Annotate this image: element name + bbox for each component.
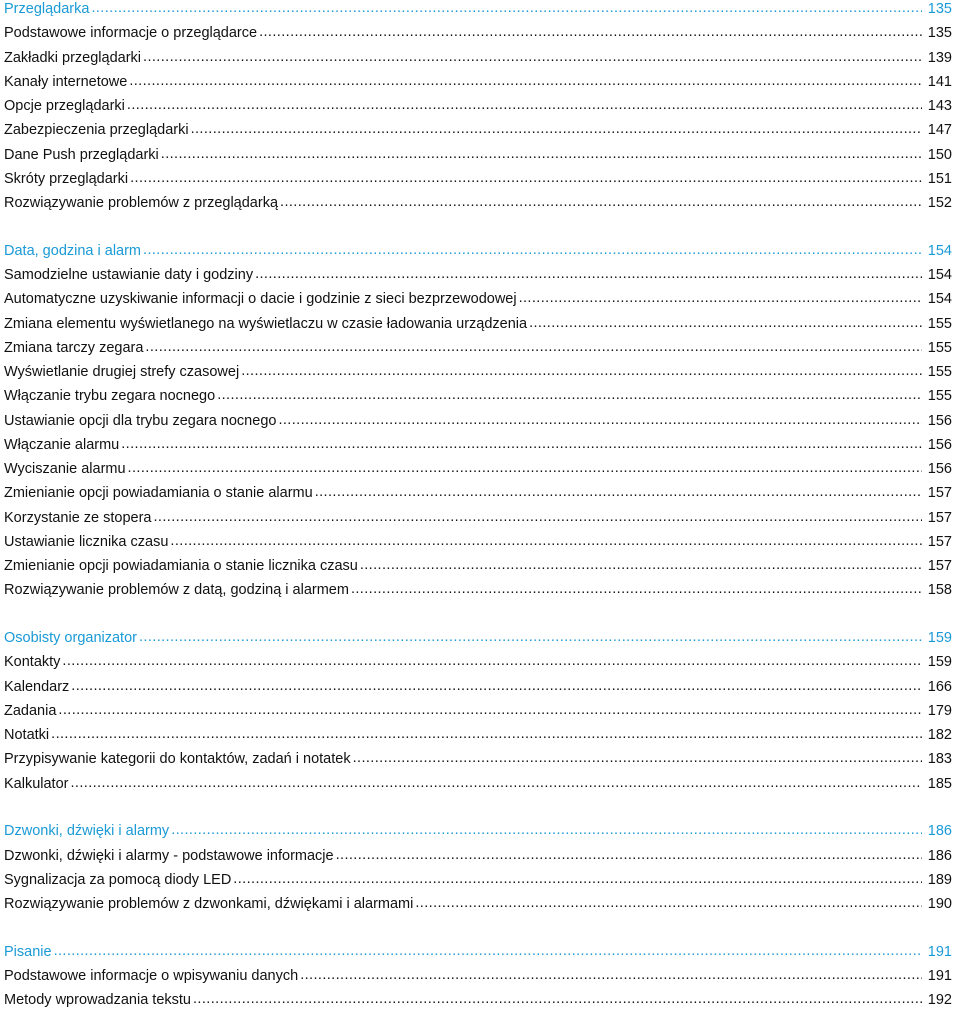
toc-entry-title: Podstawowe informacje o wpisywaniu danych [4, 968, 299, 984]
dot-leader [259, 23, 922, 41]
toc-entry-title: Metody wprowadzania tekstu [4, 992, 191, 1009]
toc-entry-title: Osobisty organizator [4, 630, 137, 646]
toc-entry[interactable] [4, 383, 952, 405]
toc-entry-title: Kalendarz [4, 678, 70, 695]
toc-entry-title: Zmienianie opcji powiadamiania o stanie licznika czasu [4, 558, 358, 574]
toc-entry-title: Dane Push przeglądarki [4, 146, 159, 163]
dot-leader [360, 556, 922, 574]
dot-leader [143, 48, 922, 66]
dot-leader [233, 870, 922, 888]
dot-leader [519, 289, 922, 307]
dot-leader [278, 411, 922, 429]
toc-page-number: 156 [927, 412, 952, 429]
toc-entry[interactable] [4, 963, 952, 985]
toc-page-number: 182 [927, 727, 952, 743]
toc-entry-title: Przeglądarka [4, 1, 90, 17]
toc-page-number: 154 [927, 291, 952, 308]
toc-page-number: 191 [927, 943, 952, 960]
toc-entry-title: Zmiana elementu wyświetlanego na wyświetlaczu w czasie ładowania urządzenia [4, 315, 528, 332]
toc-entry[interactable] [4, 746, 952, 768]
toc-entry-title: Zabezpieczenia przeglądarki [4, 122, 189, 139]
toc-page-number: 155 [927, 339, 952, 356]
dot-leader [127, 96, 922, 114]
toc-entry-title: Opcje przeglądarki [4, 98, 125, 114]
toc-entry[interactable] [4, 529, 952, 551]
toc-entry[interactable] [4, 674, 952, 696]
toc-entry-title: Wyciszanie alarmu [4, 461, 126, 477]
toc-page-number: 156 [927, 436, 952, 453]
toc-entry-title: Rozwiązywanie problemów z przeglądarką [4, 195, 279, 211]
toc-section-entry[interactable] [4, 818, 952, 840]
toc-entry[interactable] [4, 891, 952, 913]
toc-page-number: 159 [927, 630, 952, 646]
toc-entry[interactable] [4, 166, 952, 188]
toc-entry[interactable] [4, 262, 952, 284]
dot-leader [351, 580, 922, 598]
dot-leader [353, 749, 922, 767]
toc-entry-title: Kontakty [4, 654, 61, 671]
dot-leader [154, 508, 923, 526]
dot-leader [145, 338, 922, 356]
toc-page-number: 141 [927, 73, 952, 90]
toc-section-entry[interactable] [4, 0, 952, 18]
toc-entry-title: Dzwonki, dźwięki i alarmy [4, 823, 170, 840]
toc-section-entry[interactable] [4, 939, 952, 961]
toc-page-number: 159 [927, 654, 952, 671]
toc-entry[interactable] [4, 480, 952, 502]
toc-page-number: 179 [927, 702, 952, 719]
toc-entry-title: Zakładki przeglądarki [4, 49, 142, 66]
toc-entry[interactable] [4, 432, 952, 454]
toc-entry[interactable] [4, 359, 952, 381]
toc-entry-title: Samodzielne ustawianie daty i godziny [4, 267, 254, 283]
toc-page-number: 183 [927, 751, 952, 768]
dot-leader [91, 0, 922, 17]
toc-entry[interactable] [4, 45, 952, 67]
toc-entry[interactable] [4, 505, 952, 527]
dot-leader [121, 435, 922, 453]
dot-leader [193, 990, 922, 1008]
toc-entry[interactable] [4, 843, 952, 865]
toc-entry-title: Włączanie trybu zegara nocnego [4, 388, 216, 405]
dot-leader [54, 942, 922, 960]
dot-leader [143, 241, 922, 259]
dot-leader [170, 532, 922, 550]
toc-page-number: 166 [927, 678, 952, 695]
toc-entry-title: Wyświetlanie drugiej strefy czasowej [4, 364, 240, 380]
toc-entry[interactable] [4, 142, 952, 164]
dot-leader [529, 314, 922, 332]
toc-entry[interactable] [4, 771, 952, 793]
toc-entry[interactable] [4, 117, 952, 139]
toc-entry[interactable] [4, 93, 952, 115]
toc-entry[interactable] [4, 722, 952, 744]
toc-entry-title: Korzystanie ze stopera [4, 509, 152, 526]
toc-page-number: 155 [927, 364, 952, 380]
toc-entry-title: Automatyczne uzyskiwanie informacji o dacie i godzinie z sieci bezprzewodowej [4, 291, 517, 308]
toc-entry[interactable] [4, 69, 952, 91]
dot-leader [280, 193, 922, 211]
toc-entry-title: Notatki [4, 727, 50, 743]
dot-leader [241, 362, 922, 380]
toc-page-number: 150 [927, 146, 952, 163]
dot-leader [70, 774, 922, 792]
toc-entry[interactable] [4, 867, 952, 889]
dot-leader [130, 169, 922, 187]
toc-entry[interactable] [4, 577, 952, 599]
toc-entry[interactable] [4, 649, 952, 671]
toc-entry-title: Podstawowe informacje o przeglądarce [4, 25, 258, 42]
dot-leader [255, 265, 922, 283]
toc-entry-title: Kalkulator [4, 775, 69, 792]
toc-page-number: 154 [927, 242, 952, 259]
dot-leader [128, 459, 922, 477]
toc-section-entry[interactable] [4, 238, 952, 260]
toc-page-number: 135 [927, 25, 952, 42]
toc-page-number: 147 [927, 122, 952, 139]
toc-entry-title: Zmiana tarczy zegara [4, 339, 144, 356]
toc-entry[interactable] [4, 311, 952, 333]
toc-entry-title: Włączanie alarmu [4, 436, 120, 453]
dot-leader [300, 966, 922, 984]
toc-entry-title: Sygnalizacja za pomocą diody LED [4, 871, 232, 888]
dot-leader [161, 145, 922, 163]
toc-page-number: 135 [927, 1, 952, 17]
toc-entry-title: Ustawianie licznika czasu [4, 533, 169, 550]
toc-page-number: 155 [927, 388, 952, 405]
dot-leader [71, 677, 922, 695]
toc-page-number: 158 [927, 582, 952, 599]
toc-page-number: 157 [927, 485, 952, 502]
toc-entry-title: Dzwonki, dźwięki i alarmy - podstawowe informacje [4, 847, 334, 864]
toc-page-number: 157 [927, 509, 952, 526]
dot-leader [58, 701, 922, 719]
dot-leader [139, 628, 922, 646]
dot-leader [62, 652, 922, 670]
toc-page-number: 157 [927, 558, 952, 574]
dot-leader [315, 483, 922, 501]
toc-entry[interactable] [4, 408, 952, 430]
toc-page-number: 186 [927, 847, 952, 864]
toc-section-entry[interactable] [4, 625, 952, 647]
dot-leader [129, 72, 922, 90]
toc-page-number: 186 [927, 823, 952, 840]
toc-page-number: 156 [927, 461, 952, 477]
toc-entry-title: Zadania [4, 702, 57, 719]
toc-entry[interactable] [4, 698, 952, 720]
dot-leader [336, 846, 922, 864]
toc-page-number: 143 [927, 98, 952, 114]
dot-leader [171, 821, 922, 839]
toc-entry[interactable] [4, 456, 952, 478]
toc-page-number: 191 [927, 968, 952, 984]
toc-entry[interactable] [4, 553, 952, 575]
toc-entry-title: Przypisywanie kategorii do kontaktów, zadań i notatek [4, 751, 351, 768]
toc-entry-title: Zmienianie opcji powiadamiania o stanie alarmu [4, 485, 313, 502]
toc-page-number: 152 [927, 195, 952, 211]
toc-entry-title: Data, godzina i alarm [4, 242, 142, 259]
toc-entry-title: Rozwiązywanie problemów z dzwonkami, dźwiękami i alarmami [4, 896, 414, 912]
toc-page-number: 192 [927, 992, 952, 1009]
toc-entry-title: Pisanie [4, 943, 52, 960]
toc-entry[interactable] [4, 20, 952, 42]
toc-entry[interactable] [4, 286, 952, 308]
dot-leader [415, 894, 922, 912]
dot-leader [51, 725, 922, 743]
dot-leader [191, 120, 922, 138]
toc-entry[interactable] [4, 335, 952, 357]
toc-entry-title: Ustawianie opcji dla trybu zegara nocnego [4, 412, 277, 429]
toc-page-number: 155 [927, 315, 952, 332]
toc-page-number: 151 [927, 170, 952, 187]
toc-entry-title: Rozwiązywanie problemów z datą, godziną i alarmem [4, 582, 349, 599]
toc-page-number: 157 [927, 533, 952, 550]
toc-page-number: 189 [927, 871, 952, 888]
toc-page-number: 190 [927, 896, 952, 912]
toc-entry-title: Skróty przeglądarki [4, 170, 129, 187]
toc-entry[interactable] [4, 190, 952, 212]
toc-page-number: 154 [927, 267, 952, 283]
toc-entry[interactable] [4, 987, 952, 1009]
toc-entry-title: Kanały internetowe [4, 73, 128, 90]
toc-page-number: 185 [927, 775, 952, 792]
dot-leader [217, 386, 922, 404]
toc-page-number: 139 [927, 49, 952, 66]
